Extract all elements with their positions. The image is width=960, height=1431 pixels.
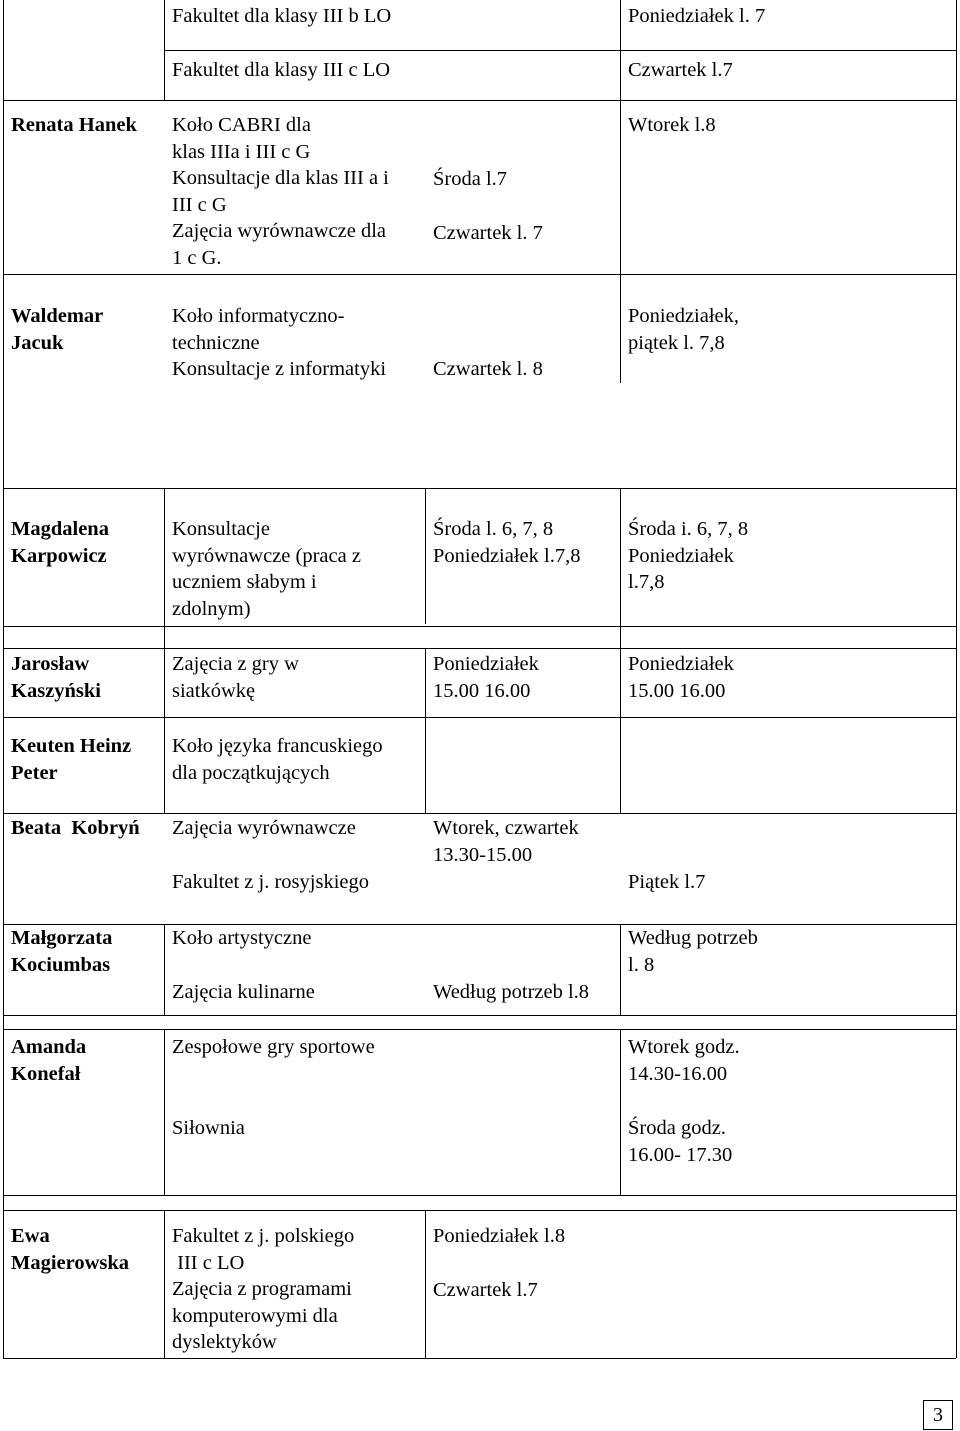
activity-line: Zajęcia wyrównawcze dla bbox=[172, 220, 386, 242]
grid-line-h bbox=[3, 626, 956, 627]
grid-line-h bbox=[3, 1015, 956, 1016]
teacher-name: Waldemar Jacuk bbox=[11, 305, 104, 354]
grid-line-time1-left bbox=[425, 648, 426, 813]
time-cell: Środa l.7 bbox=[433, 168, 508, 190]
activity-cell bbox=[172, 303, 386, 383]
grid-line-h bbox=[3, 648, 956, 649]
grid-line-h bbox=[3, 488, 956, 489]
grid-line-time2-left bbox=[620, 0, 621, 383]
time-cell: Środa i. 6, 7, 8 Poniedziałek l.7,8 bbox=[628, 518, 749, 593]
grid-line-activity-left bbox=[164, 924, 165, 1015]
grid-line-time2-left bbox=[620, 488, 621, 813]
activity-cell: Fakultet dla klasy III b LO bbox=[172, 5, 392, 27]
time-cell: Czwartek l.7 bbox=[433, 1279, 538, 1301]
grid-line-time1-left bbox=[425, 1210, 426, 1358]
activity-cell: Konsultacje wyrównawcze (praca z uczniem słabym i zdolnym) bbox=[172, 518, 361, 620]
grid-line-h bbox=[3, 1210, 956, 1211]
time-cell: Poniedziałek, piątek l. 7,8 bbox=[628, 305, 740, 354]
activity-cell: Fakultet z j. polskiego III c LO Zajęcia z programami komputerowymi dla dyslektyków bbox=[172, 1225, 355, 1353]
activity-line: Koło informatyczno- bbox=[172, 305, 345, 327]
time-cell: Poniedziałek 15.00 16.00 bbox=[628, 653, 734, 702]
activity-cell: Siłownia bbox=[172, 1117, 245, 1139]
activity-cell: Fakultet z j. rosyjskiego bbox=[172, 871, 370, 893]
grid-line-h bbox=[3, 717, 956, 718]
grid-line-time2-left bbox=[620, 1029, 621, 1195]
grid-line-outer-right bbox=[956, 0, 957, 1358]
activity-line: 1 c G. bbox=[172, 246, 222, 269]
time-cell: Czwartek l. 7 bbox=[433, 222, 543, 244]
page-number: 3 bbox=[923, 1400, 953, 1430]
activity-line: techniczne bbox=[172, 331, 260, 354]
activity-line: klas IIIa i III c G bbox=[172, 140, 311, 163]
teacher-name: Małgorzata Kociumbas bbox=[11, 927, 113, 976]
grid-line-h bbox=[3, 1029, 956, 1030]
time-cell: Środa godz. 16.00- 17.30 bbox=[628, 1117, 733, 1166]
grid-line-time2-left bbox=[620, 924, 621, 1015]
activity-line: Konsultacje z informatyki bbox=[172, 358, 387, 380]
grid-line-h bbox=[3, 1358, 956, 1359]
activity-cell: Koło artystyczne bbox=[172, 927, 312, 949]
activity-line: Konsultacje dla klas III a i bbox=[172, 167, 389, 189]
time-cell: Wtorek, czwartek 13.30-15.00 bbox=[433, 817, 579, 866]
grid-line-activity-left bbox=[164, 488, 165, 813]
time-cell: Według potrzeb l. 8 bbox=[628, 927, 758, 976]
grid-line-h bbox=[164, 50, 956, 51]
grid-line-h bbox=[3, 924, 956, 925]
time-cell: Według potrzeb l.8 bbox=[433, 981, 590, 1003]
grid-line-h bbox=[3, 1195, 956, 1196]
grid-line-h bbox=[3, 100, 956, 101]
activity-cell: Koło języka francuskiego dla początkujących bbox=[172, 735, 383, 784]
teacher-name: Magdalena Karpowicz bbox=[11, 518, 109, 567]
grid-line-h bbox=[3, 813, 956, 814]
activity-cell: Fakultet dla klasy III c LO bbox=[172, 59, 391, 81]
time-cell: Wtorek godz. 14.30-16.00 bbox=[628, 1036, 740, 1085]
activity-line: Koło CABRI dla bbox=[172, 114, 311, 136]
teacher-name: Amanda Konefał bbox=[11, 1036, 87, 1085]
activity-line: III c G bbox=[172, 193, 227, 216]
time-cell: Poniedziałek 15.00 16.00 bbox=[433, 653, 539, 702]
grid-line-h bbox=[3, 274, 956, 275]
time-cell: Czwartek l. 8 bbox=[433, 358, 543, 380]
grid-line-activity-left bbox=[164, 1210, 165, 1358]
teacher-name: Keuten Heinz Peter bbox=[11, 735, 132, 784]
grid-line-time1-left bbox=[425, 488, 426, 624]
activity-cell: Zajęcia z gry w siatkówkę bbox=[172, 653, 299, 702]
time-cell: Piątek l.7 bbox=[628, 871, 706, 893]
teacher-name: Jarosław Kaszyński bbox=[11, 653, 101, 702]
activity-cell: Zajęcia wyrównawcze bbox=[172, 817, 356, 839]
teacher-name: Beata Kobryń bbox=[11, 817, 140, 839]
grid-line-outer-left bbox=[3, 0, 4, 1358]
activity-cell bbox=[172, 112, 389, 271]
grid-line-activity-left bbox=[164, 1029, 165, 1195]
teacher-name: Renata Hanek bbox=[11, 114, 137, 136]
teacher-name: Ewa Magierowska bbox=[11, 1225, 130, 1274]
time-cell: Poniedziałek l. 7 bbox=[628, 5, 766, 27]
activity-cell: Zajęcia kulinarne bbox=[172, 981, 315, 1003]
activity-cell: Zespołowe gry sportowe bbox=[172, 1036, 375, 1058]
time-cell: Wtorek l.8 bbox=[628, 114, 716, 136]
time-cell: Poniedziałek l.8 bbox=[433, 1225, 566, 1247]
time-cell: Środa l. 6, 7, 8 Poniedziałek l.7,8 bbox=[433, 518, 581, 567]
time-cell: Czwartek l.7 bbox=[628, 59, 733, 81]
